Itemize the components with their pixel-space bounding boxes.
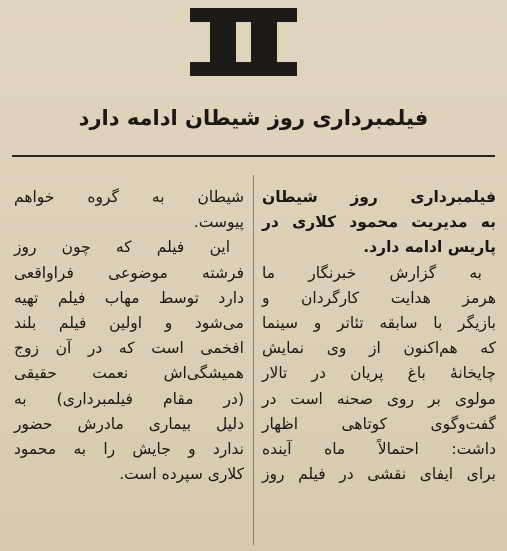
headline-rule [12,155,495,157]
body-line: همیشگی‌اش نعمت حقیقی [14,364,244,383]
column-divider [253,175,254,545]
emblem-notch-right [277,22,297,62]
article-left-column [14,185,244,487]
body-line: شیطان به گروه خواهم [14,188,244,206]
body-line: هرمز هدایت کارگردان و [262,288,496,307]
body-line: برای ایفای نقشی در فیلم روز [262,465,496,484]
body-line: داشت: احتمالاً ماه آینده [262,440,496,459]
body-line: که هم‌اکنون از وی نمایش [262,339,496,358]
roman-numeral-two-icon [190,8,297,76]
body-line: (در مقام فیلمبرداری) به [14,389,244,408]
emblem-notch-left [190,22,210,62]
body-line: کلاری سپرده است. [119,465,244,484]
body-line: می‌شود و اولین فیلم بلند [14,314,244,333]
body-line: پیوست. [193,213,244,232]
lead-line: فیلمبرداری روز شیطان [262,188,496,206]
body-line: این فیلم که چون روز [14,238,230,257]
body-line: چایخانهٔ باغ پریان در تالار [262,364,496,383]
body-line: ندارد و جایش را به محمود [14,440,244,459]
lead-line: به مدیریت محمود کلاری در [262,213,496,232]
body-line: دارد توسط مهاب فیلم تهیه [14,288,244,307]
body-line: افخمی است که در آن زوج [14,339,244,358]
article-right-column [262,185,496,487]
body-line: دلیل بیماری مادرش حضور [14,414,244,433]
body-line: گفت‌وگوی کوتاهی اظهار [262,414,496,433]
emblem-notch-center [236,22,251,62]
body-line: مولوی بر روی صحنه است در [262,389,496,408]
body-line: بازیگر با سابقه تئاتر و سینما [262,314,496,333]
body-line: فرشته موضوعی فراواقعی [14,263,244,282]
article-headline: فیلمبرداری روز شیطان ادامه دارد [78,106,429,130]
lead-line: پاریس ادامه دارد. [363,238,496,257]
body-line: به گزارش خبرنگار ما [262,263,482,282]
